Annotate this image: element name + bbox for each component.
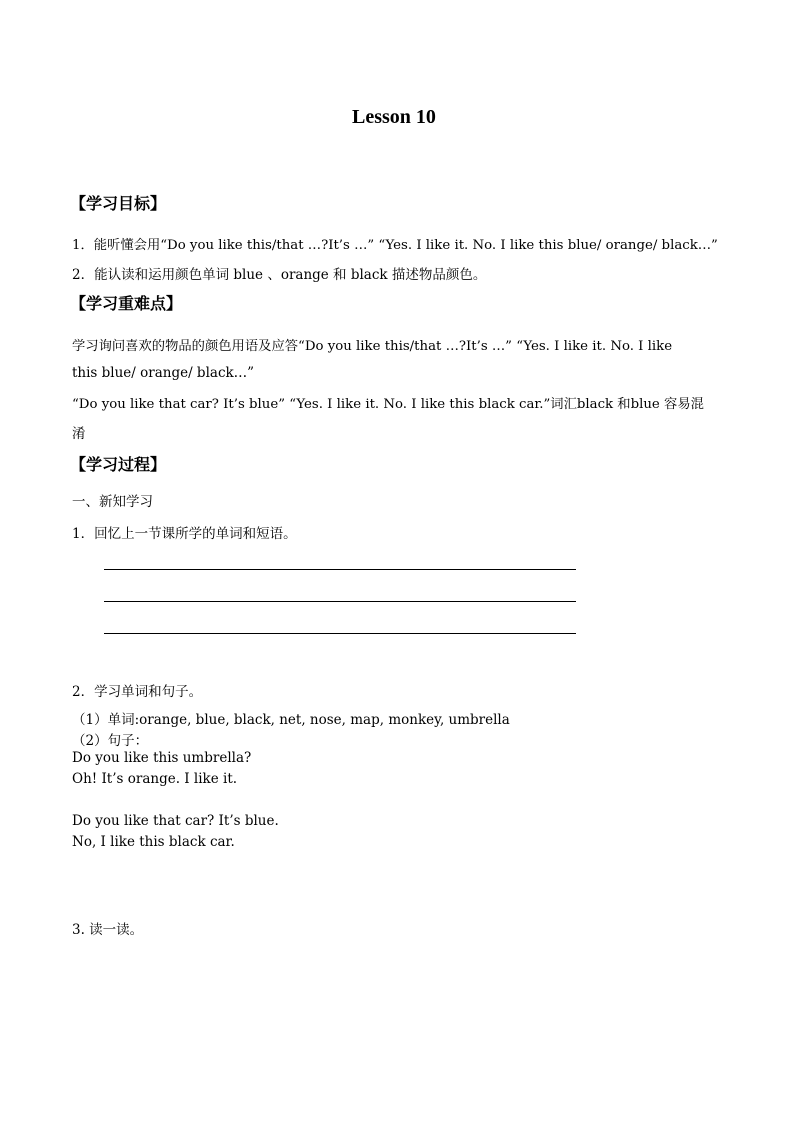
sentence-4: No, I like this black car. xyxy=(72,834,235,850)
objective-item-2: 2．能认读和运用颜色单词 blue 、orange 和 black 描述物品颜色。 xyxy=(72,267,487,283)
key-points-heading: 【学习重难点】 xyxy=(70,294,183,313)
sentence-2: Oh! It’s orange. I like it. xyxy=(72,771,238,787)
answer-line-1 xyxy=(104,569,576,570)
page-title: Lesson 10 xyxy=(352,106,436,128)
key-points-line-4: 淆 xyxy=(72,426,86,442)
sentence-1: Do you like this umbrella? xyxy=(72,750,252,766)
answer-line-3 xyxy=(104,633,576,634)
key-points-line-1: 学习询问喜欢的物品的颜色用语及应答“Do you like this/that …?It’s …” “Yes. I like it. No. I like xyxy=(72,339,673,354)
objective-item-1: 1．能听懂会用“Do you like this/that …?It’s …” “Yes. I like it. No. I like this blue/ orange/ black…” xyxy=(72,238,718,253)
key-points-line-3: “Do you like that car? It’s blue” “Yes. I like it. No. I like this black car.”词汇black 和blue 容易混 xyxy=(72,397,704,412)
sentence-3: Do you like that car? It’s blue. xyxy=(72,813,279,829)
process-step-3: 3. 读一读。 xyxy=(72,922,144,938)
answer-line-2 xyxy=(104,601,576,602)
process-step-2: 2．学习单词和句子。 xyxy=(72,684,203,700)
key-points-line-2: this blue/ orange/ black…” xyxy=(72,365,255,381)
process-step-1: 1．回忆上一节课所学的单词和短语。 xyxy=(72,526,297,542)
process-heading: 【学习过程】 xyxy=(70,455,167,474)
sentences-label: （2）句子： xyxy=(72,733,149,749)
process-part-1: 一、新知学习 xyxy=(72,494,153,510)
words-list: （1）单词:orange, blue, black, net, nose, map, monkey, umbrella xyxy=(72,712,510,728)
objectives-heading: 【学习目标】 xyxy=(70,194,167,213)
